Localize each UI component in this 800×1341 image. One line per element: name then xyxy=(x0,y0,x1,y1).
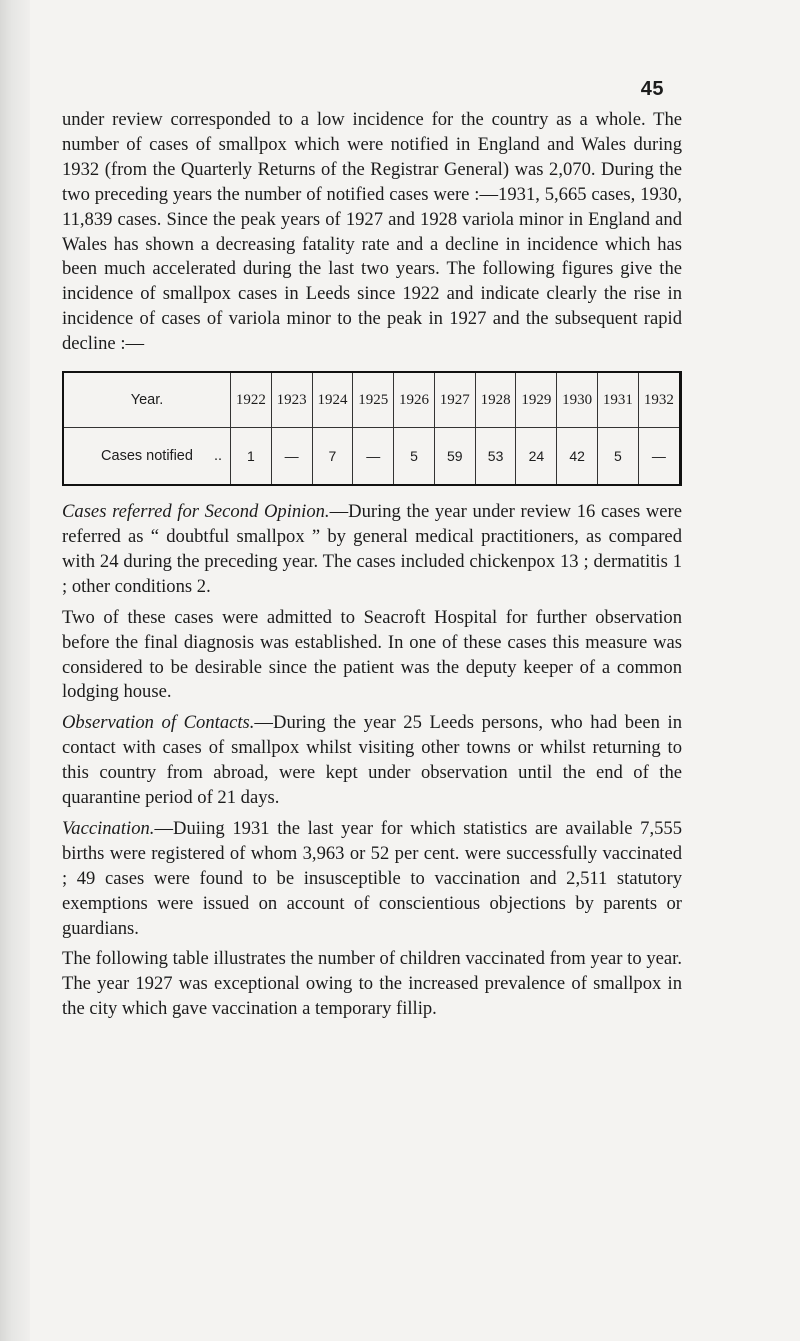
seacroft-paragraph xyxy=(62,606,682,706)
cases-notified-text: Cases notified xyxy=(101,448,193,465)
table-header-row xyxy=(63,372,681,428)
year-cell: 1929 xyxy=(516,372,557,428)
vaccination-table-intro-text: The following table illustrates the number of children vaccinated from year to year. The year 1927 was exceptional owing to the increased prevalence of smallpox in the city which gave vaccination a temporary fillip. xyxy=(62,948,682,1020)
year-cell: 1923 xyxy=(271,372,312,428)
cases-cell: 5 xyxy=(394,428,435,486)
contacts-text: —During the year 25 Leeds persons, who had been in contact with cases of smallpox whilst visiting other towns or whilst returning to this country from abroad, were kept under observation until the end of the quarantine period of 21 days. xyxy=(62,712,682,809)
year-cell: 1925 xyxy=(353,372,394,428)
cases-cell: 42 xyxy=(557,428,598,486)
year-label: Year. xyxy=(63,372,231,428)
page-number: 45 xyxy=(640,78,664,100)
cases-cell: — xyxy=(638,428,680,486)
year-cell: 1932 xyxy=(638,372,680,428)
vaccination-table-intro-paragraph xyxy=(62,947,682,1022)
cases-cell: — xyxy=(271,428,312,486)
year-cell: 1924 xyxy=(312,372,353,428)
contacts-heading: Observation of Contacts. xyxy=(62,712,255,734)
cases-cell: 1 xyxy=(231,428,272,486)
page-binding-edge xyxy=(0,0,30,1341)
second-opinion-paragraph xyxy=(62,500,682,600)
cases-cell: 7 xyxy=(312,428,353,486)
vaccination-paragraph xyxy=(62,817,682,942)
year-cell: 1922 xyxy=(231,372,272,428)
year-cell: 1926 xyxy=(394,372,435,428)
year-cell: 1931 xyxy=(598,372,639,428)
year-cell: 1927 xyxy=(434,372,475,428)
cases-cell: 53 xyxy=(475,428,516,486)
table-row xyxy=(63,428,681,486)
cases-cell: 5 xyxy=(598,428,639,486)
cases-notified-label xyxy=(63,428,231,486)
year-cell: 1930 xyxy=(557,372,598,428)
smallpox-cases-table xyxy=(62,371,682,486)
cases-cell: 59 xyxy=(434,428,475,486)
contacts-paragraph xyxy=(62,711,682,811)
second-opinion-text: —During the year under review 16 cases were referred as “ doubtful smallpox ” by general medical practitioners, as compared with 24 during the preceding year. The cases included chickenpox 13 ; dermatitis 1 ; other conditions 2. xyxy=(62,501,682,597)
vaccination-text: —Duiing 1931 the last year for which statistics are available 7,555 births were registered of whom 3,963 or 52 per cent. were successfully vaccinated ; 49 cases were found to be insusceptible to vaccination and 2,511 statutory exemptions were issued on account of conscientious objections by parents or guardians. xyxy=(62,817,682,939)
cases-cell: 24 xyxy=(516,428,557,486)
second-opinion-heading: Cases referred for Second Opinion. xyxy=(62,501,330,523)
page-content xyxy=(62,108,682,1022)
leader-dots: .. xyxy=(213,448,222,465)
vaccination-heading: Vaccination. xyxy=(62,817,155,839)
intro-paragraph: under review corresponded to a low incidence for the country as a whole. The number of cases of smallpox which were notified in England and Wales during 1932 (from the Quarterly Returns of the Registrar General) was 2,070. During the two preceding years the number of notified cases were :—1931, 5,665 cases, 1930, 11,839 cases. Since the peak years of 1927 and 1928 variola minor in England and Wales has shown a decreasing fatality rate and a decline in incidence which has been much accelerated during the last two years. The following figures give the incidence of smallpox cases in Leeds since 1922 and indicate clearly the rise in incidence of cases of variola minor to the peak in 1927 and the subsequent rapid decline :— xyxy=(62,109,682,355)
seacroft-text: Two of these cases were admitted to Seacroft Hospital for further observation before the final diagnosis was established. In one of these cases this measure was considered to be desirable since the patient was the deputy keeper of a common lodging house. xyxy=(62,606,682,703)
year-cell: 1928 xyxy=(475,372,516,428)
cases-cell: — xyxy=(353,428,394,486)
